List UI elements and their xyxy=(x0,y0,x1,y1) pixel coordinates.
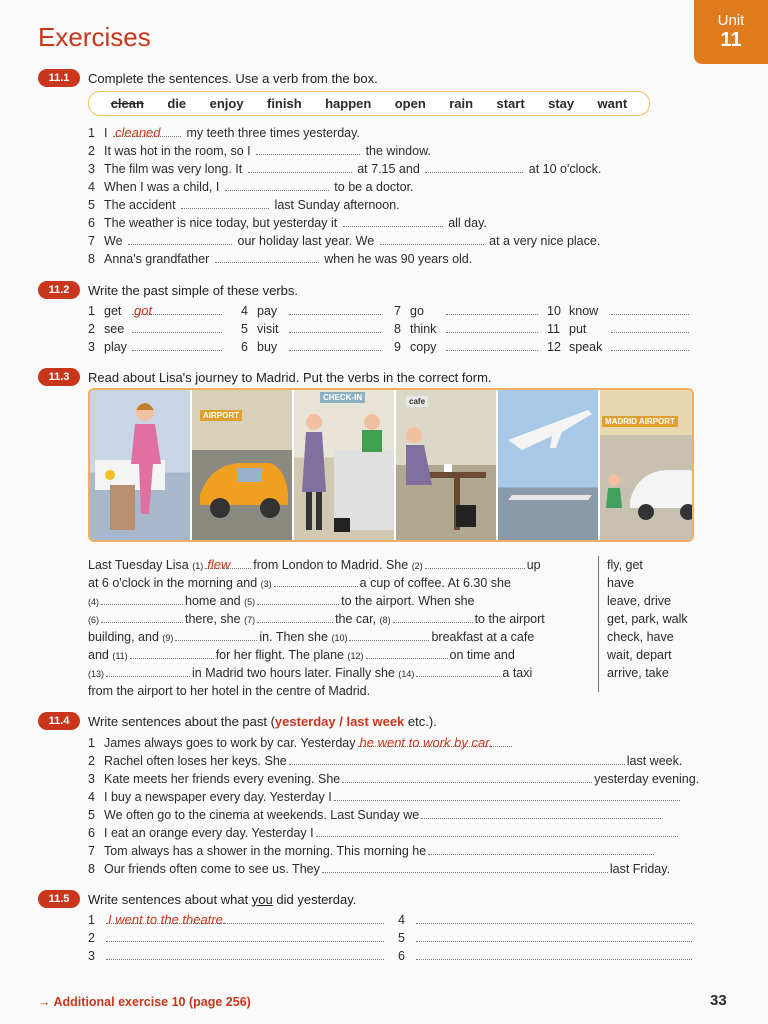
answer-blank[interactable] xyxy=(349,628,429,641)
exercise-instruction: Read about Lisa's journey to Madrid. Put the verbs in the correct form. xyxy=(88,369,492,385)
answer-blank[interactable]: flew xyxy=(205,556,251,569)
sentence-row: 2 It was hot in the room, so I the window. xyxy=(88,144,431,158)
answer-blank[interactable] xyxy=(256,142,360,155)
check-in-sign: CHECK-IN xyxy=(320,392,365,403)
answer-blank[interactable] xyxy=(421,806,661,819)
sentence-row: 5 We often go to the cinema at weekends. Last Sunday we xyxy=(88,806,663,824)
answer-blank[interactable] xyxy=(611,338,689,351)
sentence-row: 5 xyxy=(398,929,694,947)
exercise-instruction: Write sentences about the past (yesterday / last week etc.). xyxy=(88,713,437,729)
word-box xyxy=(88,91,650,116)
answer-blank[interactable] xyxy=(101,592,183,605)
answer-blank[interactable]: cleaned xyxy=(113,124,181,137)
answer-blank[interactable]: got xyxy=(132,302,222,315)
cafe-sign: cafe xyxy=(406,396,428,407)
answer-blank[interactable] xyxy=(289,302,381,315)
sentence-row: 6 I eat an orange every day. Yesterday I xyxy=(88,824,680,842)
sentence-row: 3 Kate meets her friends every evening. She yesterday evening. xyxy=(88,772,700,786)
exercise-11-2-header xyxy=(38,281,298,299)
unit-tab xyxy=(694,0,768,64)
sentence-row: 4 When I was a child, I to be a doctor. xyxy=(88,180,414,194)
word-item: start xyxy=(496,96,525,111)
answer-blank[interactable] xyxy=(446,302,538,315)
sentence-row: 3 xyxy=(88,947,386,965)
answer-blank[interactable] xyxy=(416,664,500,677)
answer-blank[interactable] xyxy=(446,320,538,333)
word-item: finish xyxy=(266,96,302,111)
sentence-row: 1 James always goes to work by car. Yesterday he went to work by car. xyxy=(88,734,514,752)
word-item: enjoy xyxy=(209,96,244,111)
answer-blank[interactable] xyxy=(132,338,222,351)
word-item: rain xyxy=(449,96,474,111)
scene-plane xyxy=(498,390,600,540)
scene-car xyxy=(192,390,294,540)
answer-blank[interactable] xyxy=(289,752,625,765)
answer-blank[interactable] xyxy=(611,320,689,333)
answer-blank[interactable] xyxy=(101,610,183,623)
answer-blank[interactable] xyxy=(343,214,443,227)
sentence-row: 3 The film was very long. It at 7.15 and at 10 o'clock. xyxy=(88,162,602,176)
answer-blank[interactable] xyxy=(380,232,484,245)
word-item: open xyxy=(394,96,426,111)
madrid-airport-sign: MADRID AIRPORT xyxy=(602,416,678,427)
answer-blank[interactable] xyxy=(425,160,523,173)
sentence-row: 6 xyxy=(398,947,694,965)
cafe-table-icon xyxy=(396,390,496,540)
exercise-badge: 11.1 xyxy=(38,69,80,87)
exercise-11-3-header xyxy=(38,368,492,386)
exercise-badge: 11.3 xyxy=(38,368,80,386)
exercise-11-5-header xyxy=(38,890,356,908)
answer-blank[interactable] xyxy=(181,196,269,209)
check-in-desk-icon xyxy=(294,390,394,540)
answer-blank[interactable] xyxy=(342,770,592,783)
exercise-badge: 11.4 xyxy=(38,712,80,730)
lisa-story: Last Tuesday Lisa (1) flew from London to Madrid. She (2) up at 6 o'clock in the morning and (3) a cup of coffee. At 6.30 she (4) home and (5) to the airport. When she (6) there, she (7) the car, (8) to the airport building, and (9) in. Then she (10) breakfast at a cafe and (11) for her flight. The plane (12) on time and (13) in Madrid two hours later. Finally she (14) a taxi from the airport to her hotel in the centre of Madrid. xyxy=(88,557,545,698)
answer-blank[interactable] xyxy=(289,338,381,351)
answer-blank[interactable] xyxy=(128,232,232,245)
answer-blank[interactable] xyxy=(611,302,689,315)
answer-blank[interactable] xyxy=(257,592,339,605)
answer-blank[interactable] xyxy=(106,664,190,677)
sentence-row: 2 xyxy=(88,929,386,947)
exercise-badge: 11.5 xyxy=(38,890,80,908)
exercise-badge: 11.2 xyxy=(38,281,80,299)
answer-blank[interactable] xyxy=(225,178,329,191)
page-title: Exercises xyxy=(38,22,151,52)
word-item: happen xyxy=(325,96,372,111)
word-item: clean xyxy=(110,96,144,111)
sentence-row: 2 Rachel often loses her keys. She last week. xyxy=(88,754,683,768)
unit-number: 11 xyxy=(720,29,742,51)
exercise-instruction: Write sentences about what you did yesterday. xyxy=(88,891,357,907)
answer-blank[interactable] xyxy=(366,646,448,659)
answer-blank[interactable] xyxy=(274,574,358,587)
sentence-row: 8 Anna's grandfather when he was 90 years old. xyxy=(88,252,473,266)
answer-blank[interactable]: he went to work by car. xyxy=(358,734,512,747)
sentence-row: 6 The weather is nice today, but yesterday it all day. xyxy=(88,216,487,230)
answer-blank[interactable] xyxy=(106,947,384,960)
answer-blank[interactable] xyxy=(322,860,608,873)
answer-blank[interactable] xyxy=(132,320,222,333)
woman-waking-icon xyxy=(90,390,190,540)
airplane-icon xyxy=(498,390,598,540)
sentence-row: 7 We our holiday last year. We at a very nice place. xyxy=(88,234,601,248)
answer-blank[interactable] xyxy=(393,610,473,623)
scene-cafe xyxy=(396,390,498,540)
answer-blank[interactable] xyxy=(248,160,352,173)
answer-blank[interactable] xyxy=(289,320,381,333)
word-item: stay xyxy=(548,96,575,111)
answer-blank[interactable] xyxy=(428,842,654,855)
answer-blank[interactable] xyxy=(215,250,319,263)
answer-blank[interactable] xyxy=(416,929,692,942)
scene-bedroom xyxy=(90,390,192,540)
answer-blank[interactable] xyxy=(130,646,214,659)
answer-blank[interactable] xyxy=(416,911,692,924)
scene-taxi xyxy=(600,390,694,540)
exercise-11-4-header xyxy=(38,712,437,730)
journey-illustration xyxy=(88,388,694,542)
sentence-row: 5 The accident last Sunday afternoon. xyxy=(88,198,400,212)
answer-blank[interactable] xyxy=(316,824,678,837)
unit-label: Unit xyxy=(717,12,745,29)
sentence-row: 1 I went to the theatre. xyxy=(88,911,386,929)
additional-exercise-link[interactable]: → Additional exercise 10 (page 256) xyxy=(38,995,251,1009)
answer-blank[interactable] xyxy=(257,610,333,623)
exercise-instruction: Write the past simple of these verbs. xyxy=(88,282,299,298)
word-item: die xyxy=(167,96,187,111)
answer-blank[interactable] xyxy=(334,788,680,801)
page-number: 33 xyxy=(710,992,727,1009)
verb-hint-column: fly, get have leave, drive get, park, walk check, have wait, depart arrive, take xyxy=(598,556,688,692)
answer-blank[interactable] xyxy=(416,947,692,960)
answer-blank[interactable]: I went to the theatre. xyxy=(106,911,384,924)
sentence-row: 8 Our friends often come to see us. They last Friday. xyxy=(88,862,671,876)
scene-check-in xyxy=(294,390,396,540)
exercise-instruction: Complete the sentences. Use a verb from the box. xyxy=(88,70,378,86)
answer-blank[interactable] xyxy=(446,338,538,351)
sentence-row: 1 I cleaned my teeth three times yesterday. xyxy=(88,125,360,140)
sentence-row: 4 I buy a newspaper every day. Yesterday I xyxy=(88,788,682,806)
answer-blank[interactable] xyxy=(425,556,525,569)
word-item: want xyxy=(597,96,628,111)
airport-sign: AIRPORT xyxy=(200,410,242,421)
taxi-icon xyxy=(600,390,694,540)
sentence-row: 4 xyxy=(398,911,694,929)
exercise-11-1-header xyxy=(38,69,378,87)
sentence-row: 7 Tom always has a shower in the morning. This morning he xyxy=(88,842,656,860)
answer-blank[interactable] xyxy=(106,929,384,942)
answer-blank[interactable] xyxy=(175,628,257,641)
